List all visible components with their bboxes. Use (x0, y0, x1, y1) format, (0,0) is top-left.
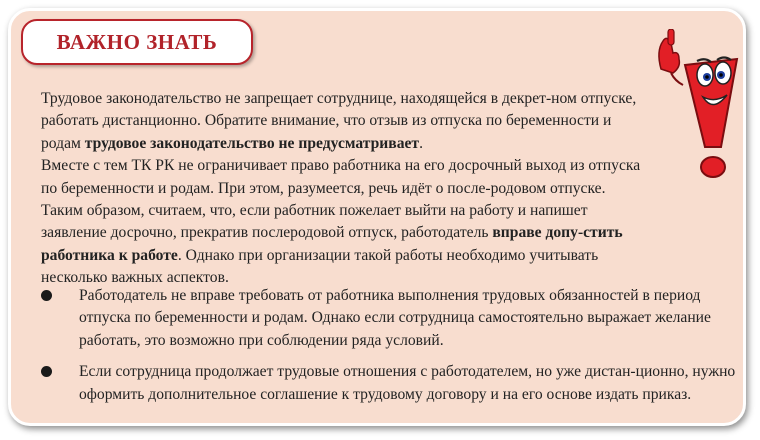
intro-text (41, 88, 647, 290)
badge-title: ВАЖНО ЗНАТЬ (56, 29, 218, 54)
bullet-list (41, 285, 741, 415)
bullet-icon (41, 366, 52, 377)
list-item-text: Работодатель не вправе требовать от работника выполнения трудовых обязанностей в период отпуска по беременности и родам. Однако если сотрудница самостоятельно выражает желание работать, это возможно при соблюдении ряда условий. (79, 287, 711, 349)
intro-p1-text: Трудовое законодательство не запрещает сотруднице, находящейся в декрет-ном отпуске, работать дистанционно. Обратите внимание, что отзыв из отпуска по беременности и родам (41, 90, 637, 152)
intro-p2-text: Вместе с тем ТК РК не ограничивает право работника на его досрочный выход из отпуска по беременности и родам. При этом, разумеется, речь идёт о после-родовом отпуске. Таким образом, считаем, что, если работник пожелает выйти на работу и напишет заявление досрочно, прекратив послеродовой отпуск, работодатель (41, 157, 641, 242)
list-item (41, 285, 741, 352)
info-card (8, 8, 746, 426)
intro-p1-end: . (419, 134, 423, 152)
intro-paragraph-2 (41, 155, 647, 289)
intro-p1-bold: трудовое законодательство не предусматривает (84, 134, 420, 152)
title-badge (21, 19, 253, 65)
list-item-text: Если сотрудница продолжает трудовые отношения с работодателем, но уже дистан-ционно, нужно оформить дополнительное соглашение к трудовому договору и на его основе издать приказ. (79, 363, 736, 403)
list-item (41, 361, 741, 406)
intro-p2-end: . Однако при организации такой работы необходимо учитывать несколько важных аспектов. (41, 246, 599, 287)
intro-paragraph-1 (41, 88, 647, 155)
intro-p2-bold: вправе допу-стить работника к работе (41, 224, 623, 264)
exclamation-mascot-icon (651, 29, 751, 179)
raised-hand-icon (659, 29, 683, 85)
bullet-icon (41, 290, 52, 301)
